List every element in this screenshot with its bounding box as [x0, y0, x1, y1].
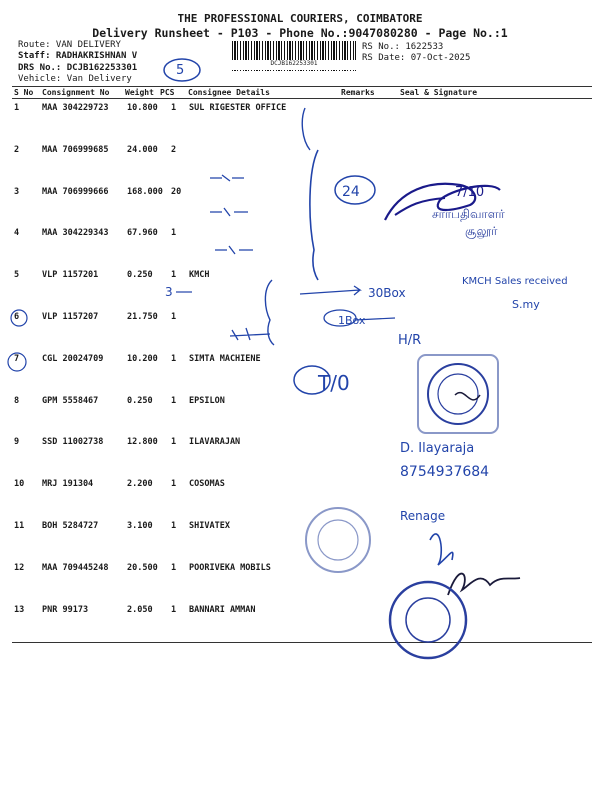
- cell-weight: 2.200: [127, 479, 153, 490]
- signature-scribble: [430, 534, 453, 565]
- cell-sno: 1: [14, 103, 20, 113]
- cell-sno: 8: [14, 395, 20, 406]
- cell-weight: 12.800: [127, 437, 158, 448]
- dash-mark: [230, 328, 270, 340]
- bracket-mark: [302, 108, 310, 150]
- cell-weight: 24.000: [127, 144, 158, 155]
- circle-mark: [11, 310, 27, 326]
- kmch-note: KMCH Sales received: [462, 276, 568, 287]
- cell-pcs: 1: [171, 228, 177, 239]
- cell-weight: 3.100: [127, 521, 153, 531]
- cell-weight: 21.750: [127, 312, 158, 322]
- cell-pcs: 1: [171, 562, 177, 573]
- cell-sno: 13: [14, 604, 25, 615]
- cell-consignment: MAA 304229343: [42, 228, 109, 239]
- box-note: 30Box: [368, 286, 406, 300]
- cell-consignment: MRJ 191304: [42, 479, 94, 490]
- cell-weight: 10.200: [127, 353, 158, 364]
- cell-sno: 9: [14, 437, 20, 448]
- cell-consignment: MAA 706999685: [42, 144, 109, 155]
- signature-scribble: [455, 393, 480, 400]
- bannari-stamp-inner: [406, 598, 450, 642]
- col-seal-signature: Seal & Signature: [400, 88, 478, 97]
- faint-stamp: [306, 508, 370, 572]
- cell-consignment: MAA 304229723: [42, 103, 109, 113]
- col-sno: S No: [14, 88, 34, 97]
- cell-consignee: SHIVATEX: [189, 521, 230, 531]
- col-pcs: PCS: [160, 88, 175, 97]
- cell-consignee: COSOMAS: [189, 479, 225, 490]
- cell-weight: 67.960: [127, 228, 158, 239]
- cell-consignee: SIMTA MACHIENE: [189, 353, 261, 364]
- cell-sno: 2: [14, 144, 20, 155]
- barcode-text: DCJB162253301: [232, 60, 356, 70]
- cell-weight: 0.250: [127, 395, 153, 406]
- cell-consignment: MAA 706999666: [42, 186, 109, 197]
- cell-sno: 12: [14, 562, 25, 573]
- company-title: THE PROFESSIONAL COURIERS, COIMBATORE: [177, 12, 423, 25]
- rs-number: RS No.: 1622533: [362, 42, 444, 52]
- arrow-mark: [300, 286, 360, 295]
- cell-sno: 3: [14, 186, 20, 197]
- cell-pcs: 1: [171, 395, 177, 406]
- dash-mark: [215, 246, 253, 254]
- circle-mark: [8, 353, 26, 371]
- cell-consignment: SSD 11002738: [42, 437, 104, 448]
- cell-sno: 10: [14, 479, 25, 490]
- tamil-stamp-line2: சூலூர்: [465, 224, 498, 238]
- cell-sno: 7: [14, 353, 20, 364]
- renage-note: Renage: [400, 509, 446, 523]
- cell-pcs: 1: [171, 604, 177, 615]
- to-mark: T/0: [318, 371, 350, 395]
- cell-pcs: 1: [171, 312, 177, 322]
- kmch-signature: S.my: [512, 298, 540, 311]
- rs-date: RS Date: 07-Oct-2025: [362, 53, 471, 63]
- cell-pcs: 20: [171, 186, 182, 197]
- cell-sno: 4: [14, 228, 20, 239]
- company-stamp: [428, 364, 488, 424]
- hr-note: H/R: [398, 333, 422, 348]
- cell-consignment: MAA 709445248: [42, 562, 109, 573]
- col-weight: Weight: [125, 88, 154, 97]
- drs-number: DRS No.: DCJB162253301: [18, 63, 138, 73]
- count-24: 24: [342, 184, 360, 200]
- cell-pcs: 1: [171, 437, 177, 448]
- cell-weight: 10.800: [127, 103, 158, 113]
- cell-pcs: 1: [171, 479, 177, 490]
- cell-weight: 168.000: [127, 186, 163, 197]
- cell-pcs: 1: [171, 521, 177, 531]
- cell-consignment: BOH 5284727: [42, 521, 99, 531]
- bannari-stamp: [390, 582, 466, 658]
- route-label: Route: VAN DELIVERY: [18, 40, 121, 50]
- cell-pcs: 2: [171, 144, 177, 155]
- vehicle-label: Vehicle: Van Delivery: [18, 74, 132, 84]
- circled-count: 5: [176, 63, 185, 78]
- cell-sno: 6: [14, 312, 20, 322]
- cell-weight: 20.500: [127, 562, 158, 573]
- cell-consignment: VLP 1157207: [42, 312, 99, 322]
- col-remarks: Remarks: [341, 88, 375, 97]
- dash-mark: [210, 175, 244, 181]
- box-note-2: 1Box: [338, 314, 366, 327]
- runsheet-subtitle: Delivery Runsheet - P103 - Phone No.:9047080280 - Page No.:1: [92, 26, 508, 40]
- dash-mark: [210, 208, 248, 216]
- stamp-outline: [418, 355, 498, 433]
- cell-weight: 0.250: [127, 270, 153, 281]
- cell-consignment: CGL 20024709: [42, 353, 104, 364]
- cell-sno: 5: [14, 270, 20, 281]
- cell-consignee: BANNARI AMMAN: [189, 604, 256, 615]
- cell-sno: 11: [14, 521, 25, 531]
- cell-consignment: GPM 5558467: [42, 395, 99, 406]
- phone-note: 8754937684: [400, 464, 490, 480]
- cell-consignment: PNR 99173: [42, 604, 89, 615]
- cell-consignment: VLP 1157201: [42, 270, 99, 281]
- faint-stamp-inner: [318, 520, 358, 560]
- bracket-mark: [310, 150, 318, 280]
- cell-pcs: 1: [171, 270, 177, 281]
- cell-consignee: POORIVEKA MOBILS: [189, 562, 271, 573]
- col-consignment: Consignment No: [42, 88, 110, 97]
- page-mark: 7/10: [455, 185, 485, 200]
- company-stamp-inner: [438, 374, 478, 414]
- cell-consignee: EPSILON: [189, 395, 225, 406]
- cell-weight: 2.050: [127, 604, 153, 615]
- bracket-mark: [265, 280, 274, 345]
- staff-label: Staff: RADHAKRISHNAN V: [18, 51, 138, 61]
- cell-consignee: KMCH: [189, 270, 210, 281]
- cell-consignee: ILAVARAJAN: [189, 437, 241, 448]
- cell-consignee: SUL RIGESTER OFFICE: [189, 103, 287, 113]
- cell-pcs: 1: [171, 103, 177, 113]
- tamil-stamp-line1: சார்பதிவாளர்: [432, 207, 505, 221]
- ilavarajan-signature: D. Ilayaraja: [400, 441, 475, 456]
- note-three: 3: [165, 285, 173, 299]
- col-consignee: Consignee Details: [188, 88, 270, 97]
- signature-scribble: [448, 574, 520, 595]
- cell-pcs: 1: [171, 353, 177, 364]
